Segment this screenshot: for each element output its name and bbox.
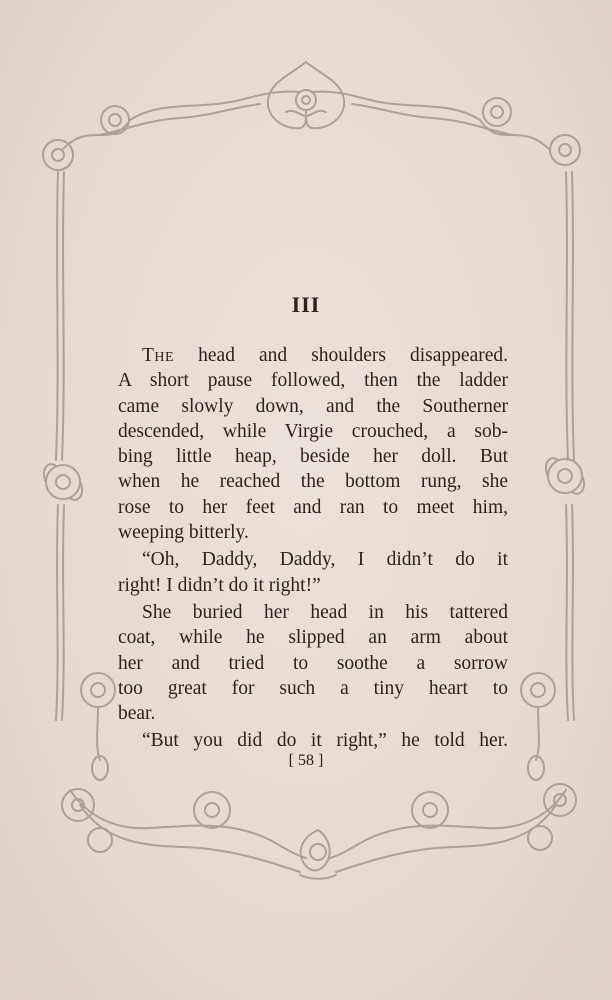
text-line: She buried her head in his tattered bbox=[142, 601, 508, 623]
chapter-heading: III bbox=[291, 292, 321, 317]
text-line: too great for such a tiny heart to bbox=[118, 677, 508, 699]
paragraph-4 bbox=[118, 728, 508, 753]
paragraph-3 bbox=[118, 600, 508, 726]
drop-word: The bbox=[142, 345, 175, 366]
text-line: right! I didn’t do it right!” bbox=[118, 574, 321, 596]
paragraph-2 bbox=[118, 547, 508, 598]
body-text bbox=[118, 343, 508, 756]
text-line: A short pause followed, then the ladder bbox=[118, 370, 508, 392]
text-line: coat, while he slipped an arm about bbox=[118, 627, 508, 649]
text-line: bing little heap, beside her doll. But bbox=[118, 446, 508, 468]
text-line: bear. bbox=[118, 703, 156, 725]
text-line: The head and shoulders disappeared. bbox=[142, 345, 508, 366]
text-line: when he reached the bottom rung, she bbox=[118, 471, 508, 493]
page-number: [ 58 ] bbox=[288, 752, 324, 769]
text-line: her and tried to soothe a sorrow bbox=[118, 652, 508, 674]
paragraph-1 bbox=[118, 343, 508, 545]
text-line: descended, while Virgie crouched, a sob- bbox=[118, 420, 508, 442]
text-line: weeping bitterly. bbox=[118, 522, 249, 544]
text-line: rose to her feet and ran to meet him, bbox=[118, 496, 508, 518]
text-line: “Oh, Daddy, Daddy, I didn’t do it bbox=[142, 549, 508, 571]
text-line: came slowly down, and the Southerner bbox=[118, 395, 508, 417]
text-line: “But you did do it right,” he told her. bbox=[142, 730, 508, 752]
